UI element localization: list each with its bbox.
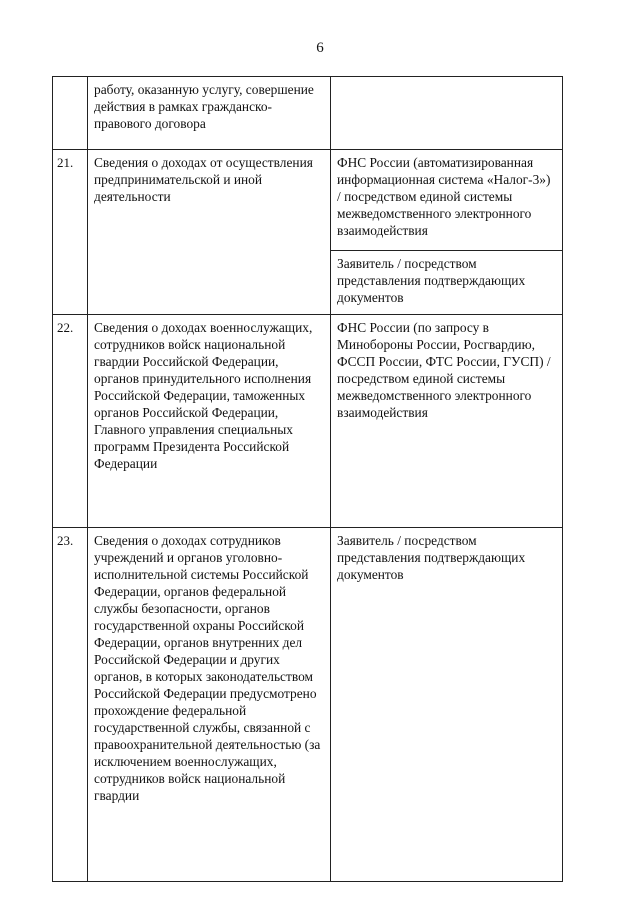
- row-description: [88, 150, 331, 315]
- row-number: [53, 77, 88, 150]
- row-source: [331, 315, 563, 528]
- description-text: Сведения о доходах сотрудников учреждений и органов уголовно-исполнительной системы Российской Федерации, органов федеральной службы безопасности, органов государственной охраны Российской Федерации, органов внутренних дел Российской Федерации и других органов, в которых законодательством Российской Федерации предусмотрено прохождение федеральной государственной службы, связанной с правоохранительной деятельностью (за исключением военнослужащих, сотрудников войск национальной гвардии: [94, 533, 321, 803]
- row-number: 21.: [53, 150, 88, 315]
- row-source: [331, 77, 563, 150]
- source-text: Заявитель / посредством представления подтверждающих документов: [337, 256, 526, 305]
- description-text: Сведения о доходах военнослужащих, сотрудников войск национальной гвардии Российской Федерации, органов принудительного исполнения Российской Федерации, таможенных органов Российской Федерации, Главного управления специальных программ Президента Российской Федерации: [94, 320, 313, 471]
- row-source: [331, 150, 563, 251]
- page-number: 6: [316, 40, 324, 56]
- row-source: [331, 528, 563, 882]
- table-row: [53, 150, 563, 251]
- row-source: [331, 251, 563, 315]
- table-row: [53, 315, 563, 528]
- source-text: ФНС России (по запросу в Минобороны России, Росгвардию, ФССП России, ФТС России, ГУСП) / посредством единой системы межведомственного электронного взаимодействия: [337, 320, 551, 420]
- row-description: [88, 77, 331, 150]
- row-number: 22.: [53, 315, 88, 528]
- row-description: [88, 528, 331, 882]
- row-number: 23.: [53, 528, 88, 882]
- table-row: [53, 77, 563, 150]
- source-text: Заявитель / посредством представления подтверждающих документов: [337, 533, 526, 582]
- row-description: [88, 315, 331, 528]
- description-text: Сведения о доходах от осуществления предпринимательской и иной деятельности: [94, 155, 313, 204]
- description-text: работу, оказанную услугу, совершение действия в рамках гражданско-правового договора: [94, 82, 314, 131]
- document-table: [52, 76, 563, 882]
- source-text: ФНС России (автоматизированная информационная система «Налог-3») / посредством единой системы межведомственного электронного взаимодействия: [337, 155, 551, 238]
- table-row: [53, 528, 563, 882]
